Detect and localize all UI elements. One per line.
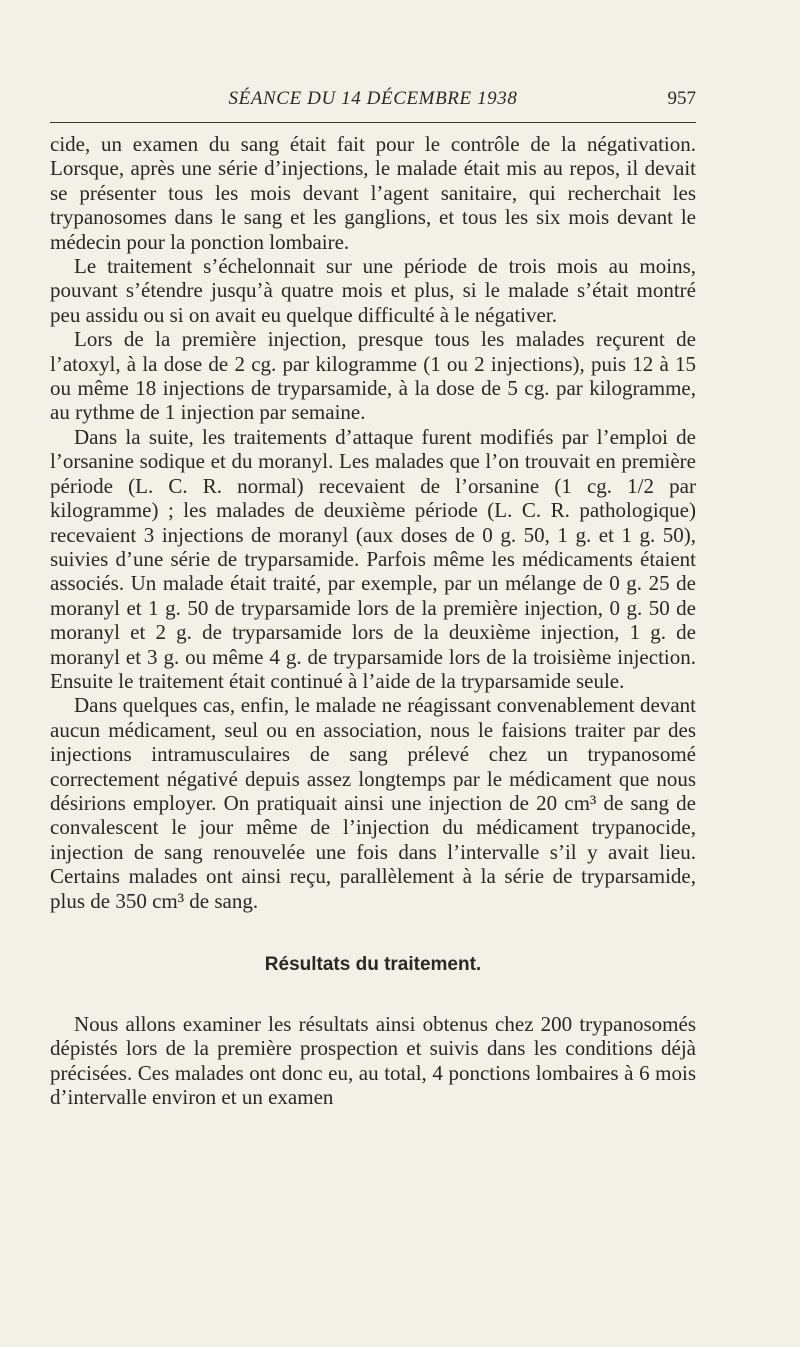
running-title: SÉANCE DU 14 DÉCEMBRE 1938 <box>228 88 518 109</box>
paragraph-attack-treatments: Dans la suite, les traitements d’attaque furent modifiés par l’emploi de l’orsanine sodique et du moranyl. Les malades que l’on trouvait en première période (L. C. R. normal) recevaient de l’orsanine (1 cg. 1/2 par kilogramme) ; les malades de deuxième période (L. C. R. pathologique) recevaient 3 injections de moranyl (aux doses de 0 g. 50, 1 g. et 1 g. 50), suivies d’une série de tryparsamide. Parfois même les médicaments étaient associés. Un malade était traité, par exemple, par un mélange de 0 g. 25 de moranyl et 1 g. 50 de tryparsamide lors de la première injection, 0 g. 50 de moranyl et 2 g. de tryparsamide lors de la deuxième injection, 1 g. de moranyl et 3 g. ou même 4 g. de tryparsamide lors de la troisième injection. Ensuite le traitement était continué à l’aide de la tryparsamide seule. <box>50 424 696 693</box>
running-header <box>50 88 696 116</box>
paragraph-treatment-duration: Le traitement s’échelonnait sur une période de trois mois au moins, pouvant s’étendre jusqu’à quatre mois et plus, si le malade s’était montré peu assidu ou si on avait eu quelque difficulté à le négativer. <box>50 254 696 327</box>
paragraph-continuation: cide, un examen du sang était fait pour le contrôle de la négativation. Lorsque, après une série d’injections, le malade était mis au repos, il devait se présenter tous les mois devant l’agent sanitaire, qui recherchait les trypanosomes dans le sang et les ganglions, et tous les six mois devant le médecin pour la ponction lombaire. <box>50 132 696 254</box>
header-rule <box>50 122 696 123</box>
paragraph-blood-injections: Dans quelques cas, enfin, le malade ne réagissant convenablement devant aucun médicament, seul ou en association, nous le faisions traiter par des injections intramusculaires de sang prélevé chez un trypanosomé correctement négativé depuis assez longtemps par le médicament que nous désirions employer. On pratiquait ainsi une injection de 20 cm³ de sang de convalescent le jour même de l’injection du médicament trypanocide, injection de sang renouvelée une fois dans l’intervalle s’il y avait lieu. Certains malades ont ainsi reçu, parallèlement à la série de tryparsamide, plus de 350 cm³ de sang. <box>50 693 696 913</box>
paragraph-results: Nous allons examiner les résultats ainsi obtenus chez 200 trypanosomés dépistés lors de la première prospection et suivis dans les conditions déjà précisées. Ces malades ont donc eu, au total, 4 ponctions lombaires à 6 mois d’intervalle environ et un examen <box>50 1012 696 1110</box>
paragraph-first-injection: Lors de la première injection, presque tous les malades reçurent de l’atoxyl, à la dose de 2 cg. par kilogramme (1 ou 2 injections), puis 12 à 15 ou même 18 injections de tryparsamide, à la dose de 5 cg. par kilogramme, au rythme de 1 injection par semaine. <box>50 327 696 425</box>
section-heading: Résultats du traitement. <box>264 954 482 975</box>
page-number: 957 <box>667 88 696 109</box>
body-text <box>50 132 696 1110</box>
